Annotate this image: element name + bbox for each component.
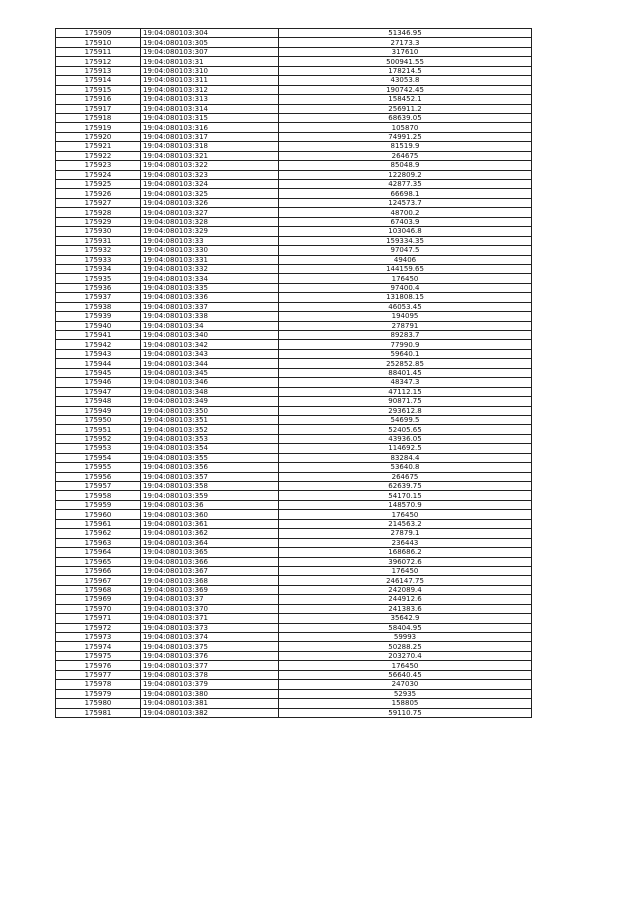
row-number-cell: 175916 [56, 95, 141, 104]
value-cell: 158452.1 [279, 95, 532, 104]
row-number-cell: 175974 [56, 642, 141, 651]
value-cell: 190742.45 [279, 85, 532, 94]
value-cell: 252852.85 [279, 359, 532, 368]
cadastral-number-cell: 19:04:080103:37 [141, 595, 279, 604]
value-cell: 500941.55 [279, 57, 532, 66]
table-row [56, 651, 532, 660]
row-number-cell: 175964 [56, 548, 141, 557]
cadastral-number-cell: 19:04:080103:305 [141, 38, 279, 47]
value-cell: 241383.6 [279, 604, 532, 613]
cadastral-number-cell: 19:04:080103:340 [141, 331, 279, 340]
cadastral-number-cell: 19:04:080103:322 [141, 161, 279, 170]
table-row [56, 444, 532, 453]
value-cell: 293612.8 [279, 406, 532, 415]
value-cell: 53640.8 [279, 463, 532, 472]
row-number-cell: 175935 [56, 274, 141, 283]
row-number-cell: 175933 [56, 255, 141, 264]
value-cell: 236443 [279, 538, 532, 547]
cadastral-number-cell: 19:04:080103:370 [141, 604, 279, 613]
value-cell: 176450 [279, 661, 532, 670]
table-row [56, 57, 532, 66]
table-row [56, 85, 532, 94]
row-number-cell: 175973 [56, 633, 141, 642]
row-number-cell: 175914 [56, 76, 141, 85]
table-row [56, 529, 532, 538]
cadastral-number-cell: 19:04:080103:382 [141, 708, 279, 717]
value-cell: 35642.9 [279, 614, 532, 623]
cadastral-number-cell: 19:04:080103:357 [141, 472, 279, 481]
cadastral-number-cell: 19:04:080103:331 [141, 255, 279, 264]
cadastral-number-cell: 19:04:080103:371 [141, 614, 279, 623]
value-cell: 214563.2 [279, 519, 532, 528]
value-cell: 88401.45 [279, 368, 532, 377]
cadastral-number-cell: 19:04:080103:379 [141, 680, 279, 689]
row-number-cell: 175959 [56, 500, 141, 509]
value-cell: 278791 [279, 321, 532, 330]
row-number-cell: 175931 [56, 236, 141, 245]
row-number-cell: 175950 [56, 415, 141, 424]
row-number-cell: 175925 [56, 180, 141, 189]
table-row [56, 302, 532, 311]
value-cell: 66698.1 [279, 189, 532, 198]
value-cell: 48347.3 [279, 378, 532, 387]
cadastral-number-cell: 19:04:080103:358 [141, 482, 279, 491]
row-number-cell: 175927 [56, 198, 141, 207]
value-cell: 178214.5 [279, 66, 532, 75]
table-row [56, 349, 532, 358]
row-number-cell: 175958 [56, 491, 141, 500]
cadastral-number-cell: 19:04:080103:329 [141, 227, 279, 236]
table-row [56, 236, 532, 245]
value-cell: 264675 [279, 151, 532, 160]
cadastral-number-cell: 19:04:080103:313 [141, 95, 279, 104]
cadastral-number-cell: 19:04:080103:326 [141, 198, 279, 207]
value-cell: 77990.9 [279, 340, 532, 349]
value-cell: 105870 [279, 123, 532, 132]
table-row [56, 66, 532, 75]
value-cell: 81519.9 [279, 142, 532, 151]
row-number-cell: 175956 [56, 472, 141, 481]
cadastral-number-cell: 19:04:080103:304 [141, 29, 279, 38]
row-number-cell: 175976 [56, 661, 141, 670]
row-number-cell: 175915 [56, 85, 141, 94]
cadastral-number-cell: 19:04:080103:369 [141, 585, 279, 594]
cadastral-number-cell: 19:04:080103:328 [141, 217, 279, 226]
cadastral-number-cell: 19:04:080103:374 [141, 633, 279, 642]
value-cell: 58404.95 [279, 623, 532, 632]
cadastral-number-cell: 19:04:080103:352 [141, 425, 279, 434]
cadastral-number-cell: 19:04:080103:33 [141, 236, 279, 245]
value-cell: 52935 [279, 689, 532, 698]
row-number-cell: 175969 [56, 595, 141, 604]
row-number-cell: 175944 [56, 359, 141, 368]
value-cell: 168686.2 [279, 548, 532, 557]
cadastral-number-cell: 19:04:080103:314 [141, 104, 279, 113]
table-row [56, 642, 532, 651]
row-number-cell: 175939 [56, 312, 141, 321]
row-number-cell: 175917 [56, 104, 141, 113]
value-cell: 51346.95 [279, 29, 532, 38]
cadastral-number-cell: 19:04:080103:344 [141, 359, 279, 368]
table-row [56, 538, 532, 547]
table-row [56, 283, 532, 292]
table-row [56, 557, 532, 566]
cadastral-number-cell: 19:04:080103:310 [141, 66, 279, 75]
row-number-cell: 175972 [56, 623, 141, 632]
cadastral-number-cell: 19:04:080103:355 [141, 453, 279, 462]
value-cell: 59110.75 [279, 708, 532, 717]
row-number-cell: 175948 [56, 397, 141, 406]
table-row [56, 453, 532, 462]
row-number-cell: 175981 [56, 708, 141, 717]
row-number-cell: 175934 [56, 264, 141, 273]
cadastral-number-cell: 19:04:080103:356 [141, 463, 279, 472]
value-cell: 114692.5 [279, 444, 532, 453]
cadastral-number-cell: 19:04:080103:324 [141, 180, 279, 189]
row-number-cell: 175918 [56, 113, 141, 122]
value-cell: 242089.4 [279, 585, 532, 594]
cadastral-number-cell: 19:04:080103:334 [141, 274, 279, 283]
cadastral-number-cell: 19:04:080103:307 [141, 47, 279, 56]
table-row [56, 189, 532, 198]
cadastral-number-cell: 19:04:080103:342 [141, 340, 279, 349]
value-cell: 246147.75 [279, 576, 532, 585]
cadastral-number-cell: 19:04:080103:373 [141, 623, 279, 632]
cadastral-number-cell: 19:04:080103:345 [141, 368, 279, 377]
table-row [56, 368, 532, 377]
value-cell: 194095 [279, 312, 532, 321]
value-cell: 89283.7 [279, 331, 532, 340]
table-row [56, 566, 532, 575]
value-cell: 203270.4 [279, 651, 532, 660]
row-number-cell: 175911 [56, 47, 141, 56]
cadastral-number-cell: 19:04:080103:365 [141, 548, 279, 557]
cadastral-number-cell: 19:04:080103:366 [141, 557, 279, 566]
row-number-cell: 175938 [56, 302, 141, 311]
cadastral-number-cell: 19:04:080103:381 [141, 699, 279, 708]
row-number-cell: 175970 [56, 604, 141, 613]
cadastral-number-cell: 19:04:080103:315 [141, 113, 279, 122]
row-number-cell: 175912 [56, 57, 141, 66]
value-cell: 48700.2 [279, 208, 532, 217]
table-row [56, 246, 532, 255]
row-number-cell: 175940 [56, 321, 141, 330]
value-cell: 97047.5 [279, 246, 532, 255]
value-cell: 54699.5 [279, 415, 532, 424]
table-row [56, 378, 532, 387]
row-number-cell: 175937 [56, 293, 141, 302]
cadastral-number-cell: 19:04:080103:367 [141, 566, 279, 575]
table-row [56, 519, 532, 528]
value-cell: 103046.8 [279, 227, 532, 236]
table-row [56, 491, 532, 500]
cadastral-number-cell: 19:04:080103:354 [141, 444, 279, 453]
cadastral-number-cell: 19:04:080103:346 [141, 378, 279, 387]
cadastral-number-cell: 19:04:080103:377 [141, 661, 279, 670]
table-row [56, 604, 532, 613]
row-number-cell: 175967 [56, 576, 141, 585]
value-cell: 83284.4 [279, 453, 532, 462]
cadastral-number-cell: 19:04:080103:338 [141, 312, 279, 321]
value-cell: 67403.9 [279, 217, 532, 226]
table-row [56, 331, 532, 340]
row-number-cell: 175951 [56, 425, 141, 434]
value-cell: 317610 [279, 47, 532, 56]
table-row [56, 38, 532, 47]
table-row [56, 47, 532, 56]
table-row [56, 340, 532, 349]
value-cell: 244912.6 [279, 595, 532, 604]
table-row [56, 623, 532, 632]
cadastral-number-cell: 19:04:080103:353 [141, 434, 279, 443]
value-cell: 124573.7 [279, 198, 532, 207]
value-cell: 52405.65 [279, 425, 532, 434]
row-number-cell: 175932 [56, 246, 141, 255]
value-cell: 47112.15 [279, 387, 532, 396]
cadastral-number-cell: 19:04:080103:325 [141, 189, 279, 198]
table-row [56, 406, 532, 415]
row-number-cell: 175968 [56, 585, 141, 594]
table-row [56, 198, 532, 207]
row-number-cell: 175952 [56, 434, 141, 443]
cadastral-number-cell: 19:04:080103:348 [141, 387, 279, 396]
value-cell: 68639.05 [279, 113, 532, 122]
table-row [56, 170, 532, 179]
value-cell: 27173.3 [279, 38, 532, 47]
value-cell: 97400.4 [279, 283, 532, 292]
row-number-cell: 175954 [56, 453, 141, 462]
table-row [56, 434, 532, 443]
value-cell: 144159.65 [279, 264, 532, 273]
table-row [56, 227, 532, 236]
value-cell: 122809.2 [279, 170, 532, 179]
cadastral-number-cell: 19:04:080103:317 [141, 132, 279, 141]
cadastral-number-cell: 19:04:080103:368 [141, 576, 279, 585]
cadastral-number-cell: 19:04:080103:312 [141, 85, 279, 94]
row-number-cell: 175936 [56, 283, 141, 292]
cadastral-number-cell: 19:04:080103:31 [141, 57, 279, 66]
table-row [56, 670, 532, 679]
table-row [56, 151, 532, 160]
table-row [56, 387, 532, 396]
table-row [56, 312, 532, 321]
row-number-cell: 175960 [56, 510, 141, 519]
value-cell: 62639.75 [279, 482, 532, 491]
value-cell: 159334.35 [279, 236, 532, 245]
row-number-cell: 175971 [56, 614, 141, 623]
cadastral-number-cell: 19:04:080103:327 [141, 208, 279, 217]
table-row [56, 595, 532, 604]
value-cell: 90871.75 [279, 397, 532, 406]
cadastral-number-cell: 19:04:080103:336 [141, 293, 279, 302]
row-number-cell: 175949 [56, 406, 141, 415]
table-row [56, 699, 532, 708]
value-cell: 131808.15 [279, 293, 532, 302]
value-cell: 176450 [279, 510, 532, 519]
row-number-cell: 175979 [56, 689, 141, 698]
value-cell: 158805 [279, 699, 532, 708]
cadastral-number-cell: 19:04:080103:380 [141, 689, 279, 698]
row-number-cell: 175953 [56, 444, 141, 453]
table-row [56, 208, 532, 217]
value-cell: 43936.05 [279, 434, 532, 443]
row-number-cell: 175913 [56, 66, 141, 75]
table-row [56, 293, 532, 302]
table-row [56, 633, 532, 642]
value-cell: 264675 [279, 472, 532, 481]
table-row [56, 113, 532, 122]
table-row [56, 161, 532, 170]
row-number-cell: 175920 [56, 132, 141, 141]
table-row [56, 274, 532, 283]
row-number-cell: 175928 [56, 208, 141, 217]
cadastral-number-cell: 19:04:080103:335 [141, 283, 279, 292]
table-row [56, 661, 532, 670]
value-cell: 59993 [279, 633, 532, 642]
row-number-cell: 175980 [56, 699, 141, 708]
cadastral-number-cell: 19:04:080103:359 [141, 491, 279, 500]
table-row [56, 463, 532, 472]
table-row [56, 180, 532, 189]
row-number-cell: 175919 [56, 123, 141, 132]
row-number-cell: 175930 [56, 227, 141, 236]
row-number-cell: 175966 [56, 566, 141, 575]
table-row [56, 264, 532, 273]
table-row [56, 548, 532, 557]
cadastral-number-cell: 19:04:080103:351 [141, 415, 279, 424]
row-number-cell: 175942 [56, 340, 141, 349]
row-number-cell: 175923 [56, 161, 141, 170]
row-number-cell: 175924 [56, 170, 141, 179]
value-cell: 27879.1 [279, 529, 532, 538]
cadastral-number-cell: 19:04:080103:360 [141, 510, 279, 519]
cadastral-number-cell: 19:04:080103:376 [141, 651, 279, 660]
table-row [56, 95, 532, 104]
value-cell: 59640.1 [279, 349, 532, 358]
row-number-cell: 175926 [56, 189, 141, 198]
row-number-cell: 175943 [56, 349, 141, 358]
value-cell: 247030 [279, 680, 532, 689]
table-row [56, 708, 532, 717]
row-number-cell: 175909 [56, 29, 141, 38]
cadastral-number-cell: 19:04:080103:36 [141, 500, 279, 509]
cadastral-number-cell: 19:04:080103:330 [141, 246, 279, 255]
table-row [56, 614, 532, 623]
cadastral-number-cell: 19:04:080103:318 [141, 142, 279, 151]
cadastral-number-cell: 19:04:080103:332 [141, 264, 279, 273]
value-cell: 396072.6 [279, 557, 532, 566]
table-row [56, 500, 532, 509]
table-body [56, 29, 532, 718]
value-cell: 74991.25 [279, 132, 532, 141]
cadastral-number-cell: 19:04:080103:375 [141, 642, 279, 651]
row-number-cell: 175910 [56, 38, 141, 47]
row-number-cell: 175947 [56, 387, 141, 396]
table-row [56, 415, 532, 424]
cadastral-number-cell: 19:04:080103:364 [141, 538, 279, 547]
table-row [56, 29, 532, 38]
value-cell: 46053.45 [279, 302, 532, 311]
table-row [56, 680, 532, 689]
row-number-cell: 175965 [56, 557, 141, 566]
value-cell: 176450 [279, 566, 532, 575]
value-cell: 148570.9 [279, 500, 532, 509]
value-cell: 43053.8 [279, 76, 532, 85]
value-cell: 85048.9 [279, 161, 532, 170]
table-row [56, 359, 532, 368]
row-number-cell: 175957 [56, 482, 141, 491]
cadastral-number-cell: 19:04:080103:316 [141, 123, 279, 132]
table-row [56, 482, 532, 491]
row-number-cell: 175961 [56, 519, 141, 528]
table-row [56, 142, 532, 151]
table-row [56, 425, 532, 434]
table-row [56, 397, 532, 406]
row-number-cell: 175941 [56, 331, 141, 340]
cadastral-number-cell: 19:04:080103:378 [141, 670, 279, 679]
row-number-cell: 175929 [56, 217, 141, 226]
table-row [56, 255, 532, 264]
cadastral-value-table [55, 28, 532, 718]
row-number-cell: 175963 [56, 538, 141, 547]
table-row [56, 510, 532, 519]
value-cell: 42877.35 [279, 180, 532, 189]
value-cell: 50288.25 [279, 642, 532, 651]
table-row [56, 217, 532, 226]
table-row [56, 576, 532, 585]
value-cell: 176450 [279, 274, 532, 283]
row-number-cell: 175946 [56, 378, 141, 387]
cadastral-number-cell: 19:04:080103:361 [141, 519, 279, 528]
table-row [56, 585, 532, 594]
cadastral-number-cell: 19:04:080103:323 [141, 170, 279, 179]
cadastral-number-cell: 19:04:080103:337 [141, 302, 279, 311]
row-number-cell: 175945 [56, 368, 141, 377]
table-row [56, 132, 532, 141]
value-cell: 49406 [279, 255, 532, 264]
value-cell: 56640.45 [279, 670, 532, 679]
table-row [56, 76, 532, 85]
row-number-cell: 175977 [56, 670, 141, 679]
table-row [56, 123, 532, 132]
table-row [56, 104, 532, 113]
value-cell: 256911.2 [279, 104, 532, 113]
value-cell: 54170.15 [279, 491, 532, 500]
table-row [56, 689, 532, 698]
row-number-cell: 175955 [56, 463, 141, 472]
cadastral-number-cell: 19:04:080103:350 [141, 406, 279, 415]
cadastral-number-cell: 19:04:080103:311 [141, 76, 279, 85]
row-number-cell: 175921 [56, 142, 141, 151]
cadastral-number-cell: 19:04:080103:349 [141, 397, 279, 406]
table-row [56, 321, 532, 330]
cadastral-number-cell: 19:04:080103:362 [141, 529, 279, 538]
row-number-cell: 175978 [56, 680, 141, 689]
cadastral-number-cell: 19:04:080103:343 [141, 349, 279, 358]
row-number-cell: 175975 [56, 651, 141, 660]
cadastral-number-cell: 19:04:080103:34 [141, 321, 279, 330]
row-number-cell: 175962 [56, 529, 141, 538]
row-number-cell: 175922 [56, 151, 141, 160]
table-row [56, 472, 532, 481]
cadastral-number-cell: 19:04:080103:321 [141, 151, 279, 160]
